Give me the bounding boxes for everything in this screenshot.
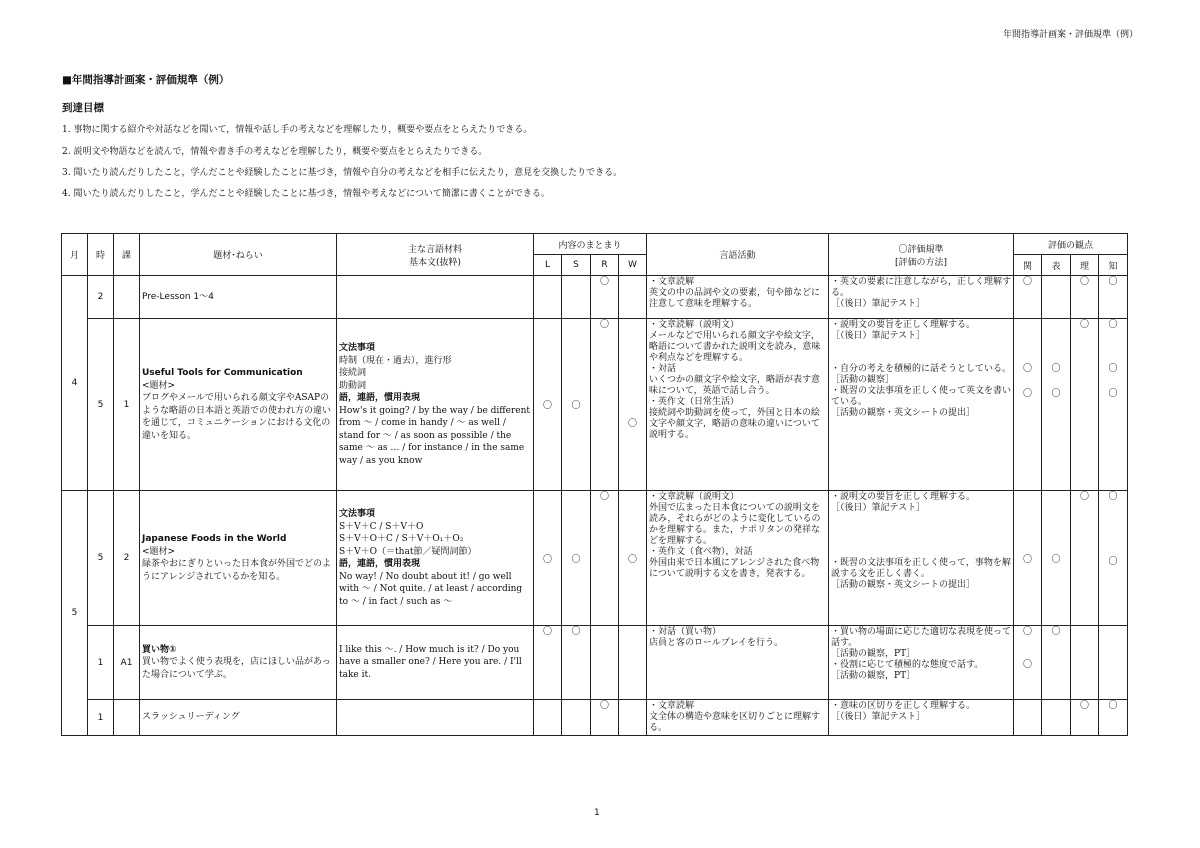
materials-grammar-item: 接続詞 bbox=[339, 368, 367, 378]
table-row bbox=[62, 626, 1128, 700]
materials-grammar-item: 時制（現在・過去），進行形 bbox=[339, 355, 452, 366]
month-cell: 4 bbox=[62, 276, 88, 491]
activity-cell bbox=[647, 700, 829, 736]
view-gap bbox=[1042, 331, 1070, 364]
content-w bbox=[619, 626, 647, 700]
view-mark: 〇 bbox=[1023, 627, 1033, 637]
view-hyo bbox=[1042, 319, 1071, 491]
materials-grammar-item: 助動詞 bbox=[339, 380, 367, 391]
view-mark: 〇 bbox=[1108, 389, 1118, 399]
criteria-line: ・既習の文法事項を正しく使って英文を書いている。 bbox=[831, 386, 1012, 407]
header-content: 内容のまとまり bbox=[534, 234, 647, 255]
content-r bbox=[591, 626, 619, 700]
content-s bbox=[562, 276, 591, 319]
content-r: 〇 bbox=[591, 276, 619, 319]
view-mark: 〇 bbox=[1108, 364, 1118, 374]
topic-text: 買い物でよく使う表現を，店にほしい品があった場合について学ぶ。 bbox=[142, 657, 331, 680]
activity-line: ・英作文（食べ物），対話 bbox=[649, 547, 753, 557]
materials-cell bbox=[337, 626, 534, 700]
content-l: 〇 bbox=[534, 319, 562, 491]
activity-cell bbox=[647, 319, 829, 491]
criteria-line: ・役割に応じて積極的な態度で話す。 bbox=[831, 660, 984, 670]
activity-line: ・文章読解（説明文） bbox=[649, 320, 740, 330]
content-s: 〇 bbox=[562, 626, 591, 700]
view-hyo: 〇 bbox=[1042, 491, 1071, 626]
header-criteria-line2: [評価の方法] bbox=[895, 257, 948, 268]
content-w bbox=[619, 276, 647, 319]
criteria-cell bbox=[829, 626, 1014, 700]
criteria-line: ［（後日）筆記テスト］ bbox=[831, 299, 926, 309]
view-chi bbox=[1099, 626, 1128, 700]
header-content-w: W bbox=[619, 255, 647, 276]
header-view-ri: 理 bbox=[1071, 255, 1099, 276]
view-ri bbox=[1071, 319, 1099, 491]
view-chi: 〇 bbox=[1099, 700, 1128, 736]
criteria-line: ［（後日）筆記テスト］ bbox=[831, 712, 926, 722]
view-mark: 〇 bbox=[1080, 320, 1090, 330]
view-mark: 〇 bbox=[1051, 389, 1061, 399]
topic-cell bbox=[140, 319, 337, 491]
activity-line: 文全体の構造や意味を区切りごとに理解する。 bbox=[649, 712, 821, 733]
goal-item-3: 3. 聞いたり読んだりしたこと，学んだことや経験したことに基づき，情報や自分の考えなどを相手に伝えたり，意見を交換したりできる。 bbox=[62, 168, 623, 178]
materials-phrases: I like this ～. / How much is it? / Do you have a smaller one? / Here you are. / I'll take it. bbox=[339, 644, 522, 680]
plan-table bbox=[61, 233, 1128, 736]
criteria-cell bbox=[829, 491, 1014, 626]
view-kan: 〇 bbox=[1014, 491, 1042, 626]
activity-line: ・英作文（日常生活） bbox=[649, 397, 740, 407]
topic-cell bbox=[140, 491, 337, 626]
criteria-line: ［活動の観察，PT］ bbox=[831, 671, 916, 681]
content-s: 〇 bbox=[562, 319, 591, 491]
content-r: 〇 bbox=[591, 491, 619, 626]
content-w bbox=[619, 700, 647, 736]
topic-text: 緑茶やおにぎりといった日本食が外国でどのようにアレンジされているかを知る。 bbox=[142, 559, 332, 582]
topic-title: Pre-Lesson 1〜4 bbox=[142, 291, 214, 302]
view-ri bbox=[1071, 626, 1099, 700]
view-mark: 〇 bbox=[1023, 364, 1033, 374]
criteria-cell bbox=[829, 700, 1014, 736]
materials-phrases-heading: 語，連語，慣用表現 bbox=[339, 559, 421, 569]
header-content-l: L bbox=[534, 255, 562, 276]
header-materials bbox=[337, 234, 534, 276]
view-mark bbox=[1014, 320, 1041, 331]
header-criteria bbox=[829, 234, 1014, 276]
table-row bbox=[62, 276, 1128, 319]
criteria-line: ［活動の観察，PT］ bbox=[831, 649, 916, 659]
content-s: 〇 bbox=[562, 491, 591, 626]
view-chi bbox=[1099, 491, 1128, 626]
criteria-line: ・意味の区切りを正しく理解する。 bbox=[831, 701, 976, 711]
lesson-cell bbox=[114, 700, 140, 736]
activity-line: ・文章読解 bbox=[649, 277, 695, 287]
view-mark: 〇 bbox=[1108, 320, 1118, 330]
criteria-line: ［（後日）筆記テスト］ bbox=[831, 503, 926, 513]
header-materials-line1: 主な言語材料 bbox=[407, 244, 462, 255]
content-s bbox=[562, 700, 591, 736]
hours-cell: 1 bbox=[88, 700, 114, 736]
content-w: 〇 bbox=[619, 491, 647, 626]
activity-cell bbox=[647, 626, 829, 700]
topic-title: Japanese Foods in the World bbox=[142, 534, 287, 544]
content-w: 〇 bbox=[619, 319, 647, 491]
materials-phrases-heading: 語，連語，慣用表現 bbox=[339, 393, 421, 403]
lesson-cell: 1 bbox=[114, 319, 140, 491]
hours-cell: 2 bbox=[88, 276, 114, 319]
hours-cell: 5 bbox=[88, 491, 114, 626]
criteria-spacer bbox=[831, 353, 1011, 364]
view-gap bbox=[1099, 503, 1127, 557]
view-gap bbox=[1014, 375, 1041, 389]
header-materials-line2: 基本文(抜粋) bbox=[408, 257, 462, 268]
materials-cell bbox=[337, 319, 534, 491]
materials-grammar-item: S＋V＋O（＝that節／疑問詞節） bbox=[339, 546, 477, 557]
criteria-line: ［（後日）筆記テスト］ bbox=[831, 331, 926, 341]
document-title: ■年間指導計画案・評価規準（例） bbox=[62, 74, 230, 86]
view-mark: 〇 bbox=[1023, 660, 1033, 670]
materials-grammar-heading: 文法事項 bbox=[339, 509, 376, 519]
content-l bbox=[534, 276, 562, 319]
topic-cell bbox=[140, 700, 337, 736]
topic-label: <題材> bbox=[142, 380, 176, 391]
materials-grammar-item: S＋V＋C / S＋V＋O bbox=[339, 521, 424, 532]
criteria-line: ・既習の文法事項を正しく使って，事物を解説する文を正しく書く。 bbox=[831, 558, 1011, 579]
view-hyo: 〇 bbox=[1042, 626, 1071, 700]
view-hyo bbox=[1042, 276, 1071, 319]
activity-line: ・文章読解 bbox=[649, 701, 695, 711]
criteria-line: ・説明文の要旨を正しく理解する。 bbox=[831, 492, 976, 502]
topic-label: <題材> bbox=[142, 546, 176, 557]
criteria-line: ・買い物の場面に応じた適切な表現を使って話す。 bbox=[831, 627, 1012, 648]
table-row bbox=[62, 491, 1128, 626]
goal-item-2: 2. 説明文や物語などを読んで，情報や書き手の考えなどを理解したり，概要や要点をとらえたりできる。 bbox=[62, 147, 488, 157]
topic-text: ブログやメールで用いられる顔文字やASAPのような略語の日本語と英語での使われ方の違いを通じて，コミュニケーションにおける文化の違いを知る。 bbox=[142, 393, 332, 441]
topic-title: 買い物① bbox=[142, 644, 177, 655]
content-r: 〇 bbox=[591, 319, 619, 491]
view-ri: 〇 bbox=[1071, 700, 1099, 736]
materials-phrases: How's it going? / by the way / be different from ～ / come in handy / ～ as well / stand for ～ / as soon as possible / the same ～ as … / for instance / in the same way / as you know bbox=[339, 405, 531, 466]
page-number: 1 bbox=[594, 808, 600, 818]
table-row bbox=[62, 319, 1128, 491]
view-kan bbox=[1014, 700, 1042, 736]
activity-line: 英文の中の品詞や文の要素，句や節などに注意して意味を理解する。 bbox=[649, 288, 821, 309]
header-view-chi: 知 bbox=[1099, 255, 1128, 276]
activity-cell bbox=[647, 491, 829, 626]
view-ri: 〇 bbox=[1071, 491, 1099, 626]
materials-cell bbox=[337, 276, 534, 319]
topic-cell bbox=[140, 276, 337, 319]
header-lesson: 課 bbox=[114, 234, 140, 276]
activity-line: 外国で広まった日本食についての説明文を読み，それらがどのように変化しているのかを理解する。また，ナポリタンの発祥などを理解する。 bbox=[649, 503, 821, 546]
view-kan: 〇 bbox=[1014, 276, 1042, 319]
header-viewpoint: 評価の観点 bbox=[1014, 234, 1128, 255]
month-cell: 5 bbox=[62, 491, 88, 736]
goal-item-1: 1. 事物に関する紹介や対話などを聞いて，情報や話し手の考えなどを理解したり，概要や要点をとらえたりできる。 bbox=[62, 125, 533, 135]
goal-item-4: 4. 聞いたり読んだりしたこと，学んだことや経験したことに基づき，情報や考えなどについて簡潔に書くことができる。 bbox=[62, 189, 550, 199]
criteria-spacer bbox=[831, 342, 1011, 353]
view-mark: 〇 bbox=[1023, 389, 1033, 399]
activity-line: メールなどで用いられる顔文字や絵文字，略語について書かれた説明文を読み，意味や利点などを理解する。 bbox=[649, 331, 821, 363]
criteria-cell bbox=[829, 276, 1014, 319]
view-mark: 〇 bbox=[1051, 364, 1061, 374]
criteria-line: ・英文の要素に注意しながら，正しく理解する。 bbox=[831, 277, 1012, 298]
materials-grammar-heading: 文法事項 bbox=[339, 343, 376, 353]
content-l: 〇 bbox=[534, 491, 562, 626]
activity-line: ・対話 bbox=[649, 364, 677, 374]
lesson-cell: A1 bbox=[114, 626, 140, 700]
lesson-cell bbox=[114, 276, 140, 319]
header-view-kan: 関 bbox=[1014, 255, 1042, 276]
header-criteria-line1: 〇評価規準 bbox=[898, 244, 944, 255]
view-gap bbox=[1099, 331, 1127, 364]
view-mark: 〇 bbox=[1108, 557, 1118, 567]
activity-line: ・文章読解（説明文） bbox=[649, 492, 740, 502]
criteria-line: ［活動の観察・英文シートの提出］ bbox=[831, 580, 976, 590]
header-activity: 言語活動 bbox=[647, 234, 829, 276]
view-gap bbox=[1042, 375, 1070, 389]
goals-heading: 到達目標 bbox=[62, 102, 104, 114]
view-chi: 〇 bbox=[1099, 276, 1128, 319]
view-mark: 〇 bbox=[1108, 492, 1118, 502]
hours-cell: 1 bbox=[88, 626, 114, 700]
header-hours: 時 bbox=[88, 234, 114, 276]
header-month: 月 bbox=[62, 234, 88, 276]
topic-title: スラッシュリーディング bbox=[142, 712, 240, 723]
table-row bbox=[62, 700, 1128, 736]
criteria-spacer bbox=[831, 514, 1011, 558]
activity-line: いくつかの顔文字や絵文字，略語が表す意味について，英語で話し合う。 bbox=[649, 375, 821, 396]
content-l bbox=[534, 700, 562, 736]
hours-cell: 5 bbox=[88, 319, 114, 491]
materials-cell bbox=[337, 700, 534, 736]
view-gap bbox=[1014, 331, 1041, 364]
criteria-cell bbox=[829, 319, 1014, 491]
criteria-line: ・説明文の要旨を正しく理解する。 bbox=[831, 320, 976, 330]
criteria-line: ［活動の観察］ bbox=[831, 375, 895, 385]
materials-grammar-item: S＋V＋O＋C / S＋V＋O₁＋O₂ bbox=[339, 534, 464, 544]
materials-cell bbox=[337, 491, 534, 626]
view-gap bbox=[1014, 638, 1041, 660]
view-hyo bbox=[1042, 700, 1071, 736]
activity-cell bbox=[647, 276, 829, 319]
materials-phrases: No way! / No doubt about it! / go well with ～ / Not quite. / at least / according to ～ / in fact / such as ～ bbox=[339, 571, 523, 607]
criteria-line: ・自分の考えを積極的に話そうとしている。 bbox=[831, 364, 1012, 374]
header-content-r: R bbox=[591, 255, 619, 276]
view-gap bbox=[1099, 375, 1127, 389]
topic-cell bbox=[140, 626, 337, 700]
activity-line: ・対話（買い物） bbox=[649, 627, 722, 637]
view-ri: 〇 bbox=[1071, 276, 1099, 319]
view-kan bbox=[1014, 626, 1042, 700]
content-r: 〇 bbox=[591, 700, 619, 736]
header-document-label: 年間指導計画案・評価規準（例） bbox=[1002, 30, 1138, 40]
activity-line: 外国由来で日本風にアレンジされた食べ物について説明する文を書き，発表する。 bbox=[649, 558, 820, 579]
content-l: 〇 bbox=[534, 626, 562, 700]
criteria-line: ［活動の観察・英文シートの提出］ bbox=[831, 408, 976, 418]
view-kan bbox=[1014, 319, 1042, 491]
activity-line: 店員と客のロールプレイを行う。 bbox=[649, 638, 784, 648]
activity-line: 接続詞や助動詞を使って，外国と日本の絵文字や顔文字，略語の意味の違いについて説明する。 bbox=[649, 408, 820, 440]
header-row-1 bbox=[62, 234, 1128, 255]
topic-title: Useful Tools for Communication bbox=[142, 368, 303, 378]
header-view-hyo: 表 bbox=[1042, 255, 1071, 276]
header-content-s: S bbox=[562, 255, 591, 276]
lesson-cell: 2 bbox=[114, 491, 140, 626]
view-mark bbox=[1042, 320, 1070, 331]
view-chi bbox=[1099, 319, 1128, 491]
header-topic: 題材･ねらい bbox=[140, 234, 337, 276]
